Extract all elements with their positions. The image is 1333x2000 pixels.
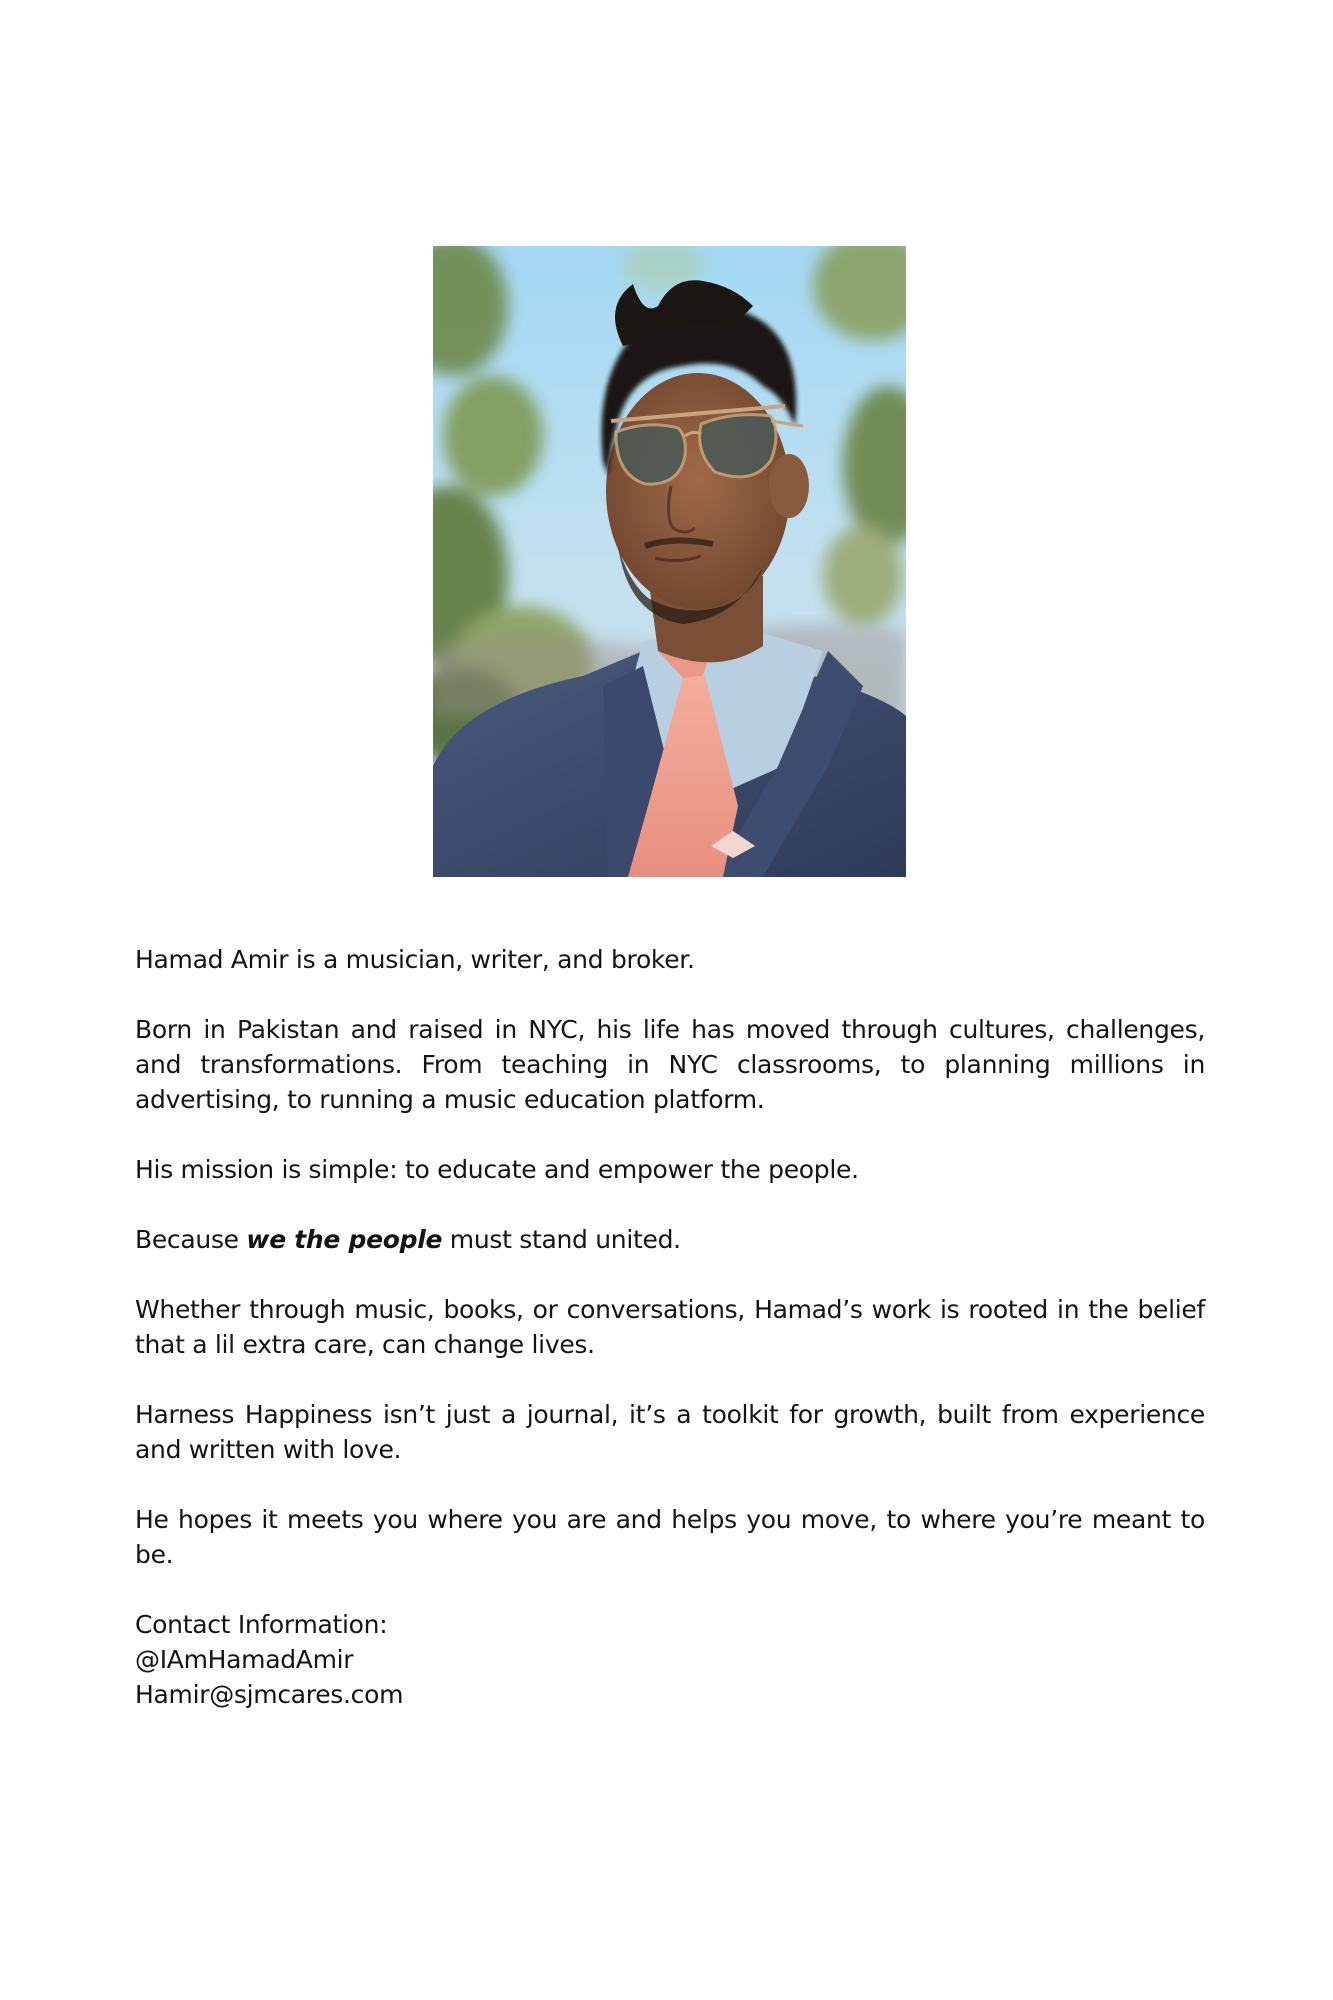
contact-handle[interactable]: @IAmHamadAmir xyxy=(135,1645,354,1674)
bio-book: Harness Happiness isn’t just a journal, it’s a toolkit for growth, built from experience and written with love. xyxy=(135,1400,1205,1464)
bio-intro: Hamad Amir is a musician, writer, and broker. xyxy=(135,945,695,974)
contact-email[interactable]: Hamir@sjmcares.com xyxy=(135,1680,404,1709)
author-bio xyxy=(135,942,1205,1712)
author-portrait xyxy=(433,246,906,877)
bio-background: Born in Pakistan and raised in NYC, his life has moved through cultures, challenges, and transformations. From teaching in NYC classrooms, to planning millions in advertising, to running a music education platform. xyxy=(135,1015,1205,1114)
contact-information xyxy=(135,1607,1205,1712)
because-suffix: must stand united. xyxy=(442,1225,681,1254)
because-prefix: Because xyxy=(135,1225,247,1254)
bio-belief: Whether through music, books, or conversations, Hamad’s work is rooted in the belief that a lil extra care, can change lives. xyxy=(135,1295,1205,1359)
because-emphasis: we the people xyxy=(246,1225,443,1254)
contact-heading: Contact Information: xyxy=(135,1610,388,1639)
bio-hope: He hopes it meets you where you are and helps you move, to where you’re meant to be. xyxy=(135,1505,1205,1569)
portrait-photo-icon xyxy=(433,246,906,877)
bio-mission: His mission is simple: to educate and empower the people. xyxy=(135,1155,859,1184)
bio-because xyxy=(135,1222,1205,1257)
